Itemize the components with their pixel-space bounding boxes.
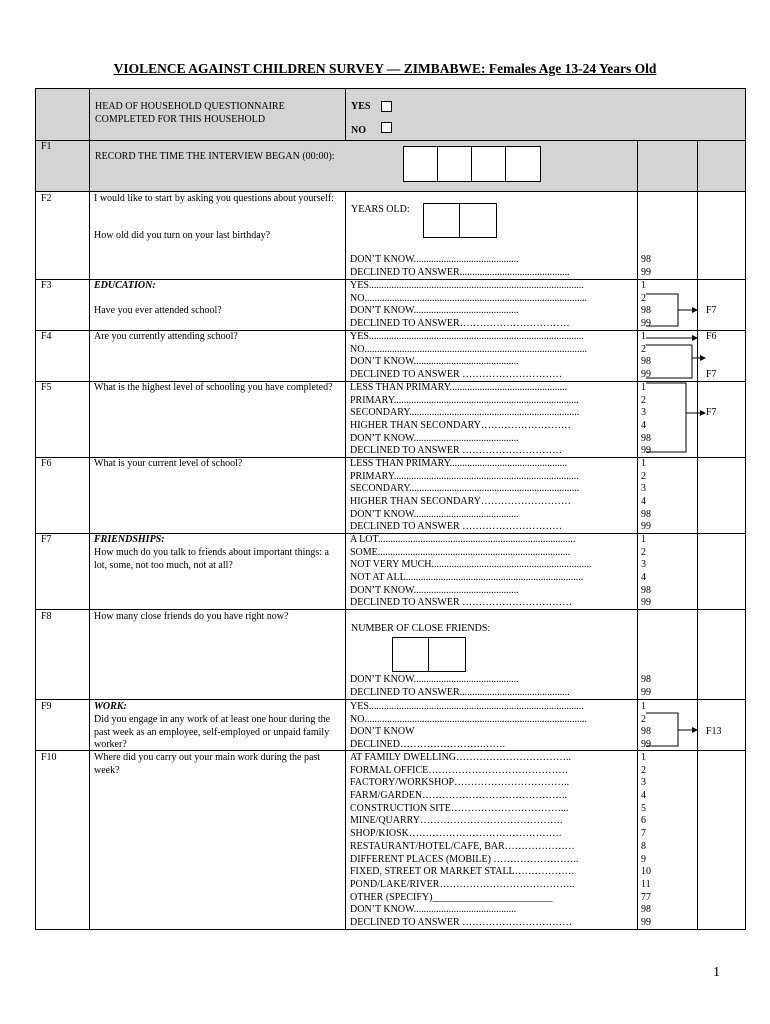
response-option[interactable]: LESS THAN PRIMARY............................................... <box>350 382 568 393</box>
section-heading: EDUCATION: <box>94 280 156 291</box>
response-option[interactable]: DON’T KNOW.......................................... <box>350 432 519 444</box>
response-option[interactable]: NO......................................................................................... <box>350 292 587 304</box>
response-option[interactable]: DECLINED TO ANSWER............................................ <box>350 266 570 278</box>
question-id: F5 <box>41 382 52 393</box>
response-code: 7 <box>641 828 646 840</box>
response-code: 9 <box>641 853 646 865</box>
response-code: 2 <box>641 343 646 355</box>
question-text: Where did you carry out your main work during the past week? <box>94 752 321 776</box>
response-option[interactable]: LESS THAN PRIMARY............................................... <box>350 458 568 469</box>
question-id: F8 <box>41 611 52 622</box>
skip-bracket <box>646 713 678 746</box>
response-code: 98 <box>641 305 651 317</box>
response-code: 4 <box>641 572 646 584</box>
question-id: F10 <box>41 752 57 763</box>
response-code: 98 <box>641 904 651 916</box>
skip-target: F7 <box>706 305 717 316</box>
response-code: 10 <box>641 866 651 878</box>
response-option[interactable]: DECLINED TO ANSWER ………………………… <box>350 521 563 533</box>
question-id: F9 <box>41 701 52 712</box>
response-code: 1 <box>641 458 646 469</box>
response-code: 6 <box>641 815 646 827</box>
response-code: 4 <box>641 420 646 432</box>
question-id: F3 <box>41 280 52 291</box>
response-option[interactable]: FACTORY/WORKSHOP…………………………….. <box>350 777 570 789</box>
response-code: 99 <box>641 318 651 330</box>
response-code: 3 <box>641 777 646 789</box>
response-code: 99 <box>641 445 651 457</box>
response-option[interactable]: NO......................................................................................... <box>350 713 587 725</box>
response-code: 99 <box>641 597 651 609</box>
response-code: 2 <box>641 764 646 776</box>
response-code: 98 <box>641 254 651 265</box>
response-option[interactable]: FORMAL OFFICE…………………………………… <box>350 764 569 776</box>
response-code: 3 <box>641 407 646 419</box>
response-option[interactable]: RESTAURANT/HOTEL/CAFÉ, BAR………………… <box>350 840 575 852</box>
section-heading: WORK: <box>94 701 127 712</box>
response-code: 1 <box>641 331 646 342</box>
response-option[interactable]: DECLINED…………………….……. <box>350 739 505 751</box>
question-text: Have you ever attended school? <box>94 305 222 316</box>
response-option[interactable]: DON’T KNOW.......................................... <box>350 305 519 317</box>
response-code: 1 <box>641 701 646 712</box>
response-code: 1 <box>641 534 646 545</box>
response-code: 2 <box>641 546 646 558</box>
question-id: F7 <box>41 534 52 545</box>
response-code: 11 <box>641 878 651 890</box>
response-code: 2 <box>641 292 646 304</box>
response-option[interactable]: DECLINED TO ANSWER…………………………… <box>350 318 570 330</box>
response-option[interactable]: NO......................................................................................... <box>350 343 587 355</box>
response-code: 98 <box>641 726 651 738</box>
hh-no-label: NO <box>351 125 366 136</box>
response-option[interactable]: DECLINED TO ANSWER ………………………… <box>350 369 563 381</box>
response-option[interactable]: YES...................................................................................... <box>350 701 584 712</box>
response-option[interactable]: PRIMARY.......................................................................... <box>350 394 579 406</box>
response-option[interactable]: DECLINED TO ANSWER …………………………… <box>350 597 573 609</box>
response-option[interactable]: DON’T KNOW.......................................... <box>350 254 519 265</box>
response-option[interactable]: PRIMARY.......................................................................... <box>350 470 579 482</box>
response-option[interactable]: DON’T KNOW <box>350 726 415 738</box>
response-code: 77 <box>641 891 651 903</box>
response-option[interactable]: YES...................................................................................... <box>350 280 584 291</box>
response-code: 98 <box>641 508 651 520</box>
response-option[interactable]: HIGHER THAN SECONDARY……………………… <box>350 496 571 508</box>
response-option[interactable]: DON’T KNOW......................................... <box>350 904 517 916</box>
skip-target: F7 <box>706 369 717 380</box>
skip-bracket <box>646 383 686 452</box>
question-text: How much do you talk to friends about important things: a lot, some, not too much, not at all? <box>94 547 329 571</box>
response-option[interactable]: FIXED, STREET OR MARKET STALL……………… <box>350 866 575 878</box>
response-option[interactable]: NOT VERY MUCH................................................................ <box>350 559 592 571</box>
question-text: How many close friends do you have right now? <box>94 611 289 622</box>
question-text: What is the highest level of schooling you have completed? <box>94 382 333 393</box>
response-code: 99 <box>641 916 651 928</box>
response-option[interactable]: HIGHER THAN SECONDARY……………………… <box>350 420 571 432</box>
response-option[interactable]: YES...................................................................................... <box>350 331 584 342</box>
response-code: 98 <box>641 584 651 596</box>
response-code: 2 <box>641 394 646 406</box>
response-option[interactable]: CONSTRUCTION SITE……………………………... <box>350 802 569 814</box>
response-code: 99 <box>641 521 651 533</box>
f1-question-text: RECORD THE TIME THE INTERVIEW BEGAN (00:00): <box>95 151 335 162</box>
response-code: 4 <box>641 496 646 508</box>
response-code: 4 <box>641 790 646 802</box>
entry-label: YEARS OLD: <box>351 204 410 215</box>
question-text: Did you engage in any work of at least one hour during the past week as an employee, self-employed or unpaid family worker? <box>94 714 331 751</box>
response-option[interactable]: DECLINED TO ANSWER …………………………… <box>350 916 573 928</box>
response-code: 99 <box>641 739 651 751</box>
response-option[interactable]: SHOP/KIOSK………………………………………. <box>350 828 562 840</box>
skip-target: F13 <box>706 726 722 737</box>
response-code: 2 <box>641 713 646 725</box>
skip-bracket <box>646 294 678 326</box>
question-text: How old did you turn on your last birthday? <box>94 230 271 241</box>
response-code: 1 <box>641 752 646 763</box>
response-code: 3 <box>641 559 646 571</box>
question-text: What is your current level of school? <box>94 458 243 469</box>
page-number: 1 <box>713 965 720 980</box>
response-code: 2 <box>641 470 646 482</box>
question-id: F6 <box>41 458 52 469</box>
response-code: 8 <box>641 840 646 852</box>
response-option[interactable]: NOT AT ALL....................................................................... <box>350 572 584 584</box>
skip-bracket <box>646 345 692 378</box>
response-code: 5 <box>641 802 646 814</box>
response-code: 1 <box>641 382 646 393</box>
response-option[interactable]: POND/LAKE/RIVER………………………………….. <box>350 878 575 890</box>
response-option[interactable]: SOME............................................................................. <box>350 546 571 558</box>
response-option[interactable]: AT FAMILY DWELLING…………………………….. <box>350 752 572 763</box>
question-id: F2 <box>41 193 52 204</box>
entry-label: NUMBER OF CLOSE FRIENDS: <box>351 623 491 634</box>
response-code: 1 <box>641 280 646 291</box>
hh-yes-label: YES <box>351 101 371 112</box>
response-code: 98 <box>641 674 651 685</box>
response-option[interactable]: DON’T KNOW.......................................... <box>350 508 519 520</box>
response-option[interactable]: DECLINED TO ANSWER............................................ <box>350 686 570 698</box>
response-code: 99 <box>641 369 651 381</box>
response-code: 98 <box>641 432 651 444</box>
response-option[interactable]: DON’T KNOW.......................................... <box>350 584 519 596</box>
hh-questionnaire-label: HEAD OF HOUSEHOLD QUESTIONNAIRE COMPLETED FOR THIS HOUSEHOLD <box>95 101 285 125</box>
question-text: Are you currently attending school? <box>94 331 238 342</box>
response-option[interactable]: DIFFERENT PLACES (MOBILE) …………………….. <box>350 853 579 865</box>
response-option[interactable]: DON’T KNOW.......................................... <box>350 356 519 368</box>
response-option[interactable]: FARM/GARDEN…………………………………….. <box>350 790 568 802</box>
page-title: VIOLENCE AGAINST CHILDREN SURVEY — ZIMBABWE: Females Age 13-24 Years Old <box>113 61 657 76</box>
response-option[interactable]: OTHER (SPECIFY)________________________ <box>350 891 553 903</box>
response-code: 99 <box>641 686 651 698</box>
response-option[interactable]: MINE/QUARRY……………………………………. <box>350 815 563 827</box>
question-id: F4 <box>41 331 52 342</box>
response-code: 99 <box>641 266 651 278</box>
section-heading: FRIENDSHIPS: <box>94 534 165 545</box>
skip-target: F6 <box>706 331 717 342</box>
skip-target: F7 <box>706 407 717 418</box>
response-code: 3 <box>641 483 646 495</box>
response-option[interactable]: SECONDARY.................................................................... <box>350 483 580 495</box>
response-option[interactable]: SECONDARY.................................................................... <box>350 407 580 419</box>
question-id: F1 <box>41 141 52 152</box>
response-option[interactable]: DECLINED TO ANSWER ………………………… <box>350 445 563 457</box>
response-code: 98 <box>641 356 651 368</box>
question-text: I would like to start by asking you questions about yourself: <box>94 193 334 204</box>
response-option[interactable]: DON’T KNOW.......................................... <box>350 674 519 685</box>
response-option[interactable]: A LOT............................................................................... <box>350 534 576 545</box>
